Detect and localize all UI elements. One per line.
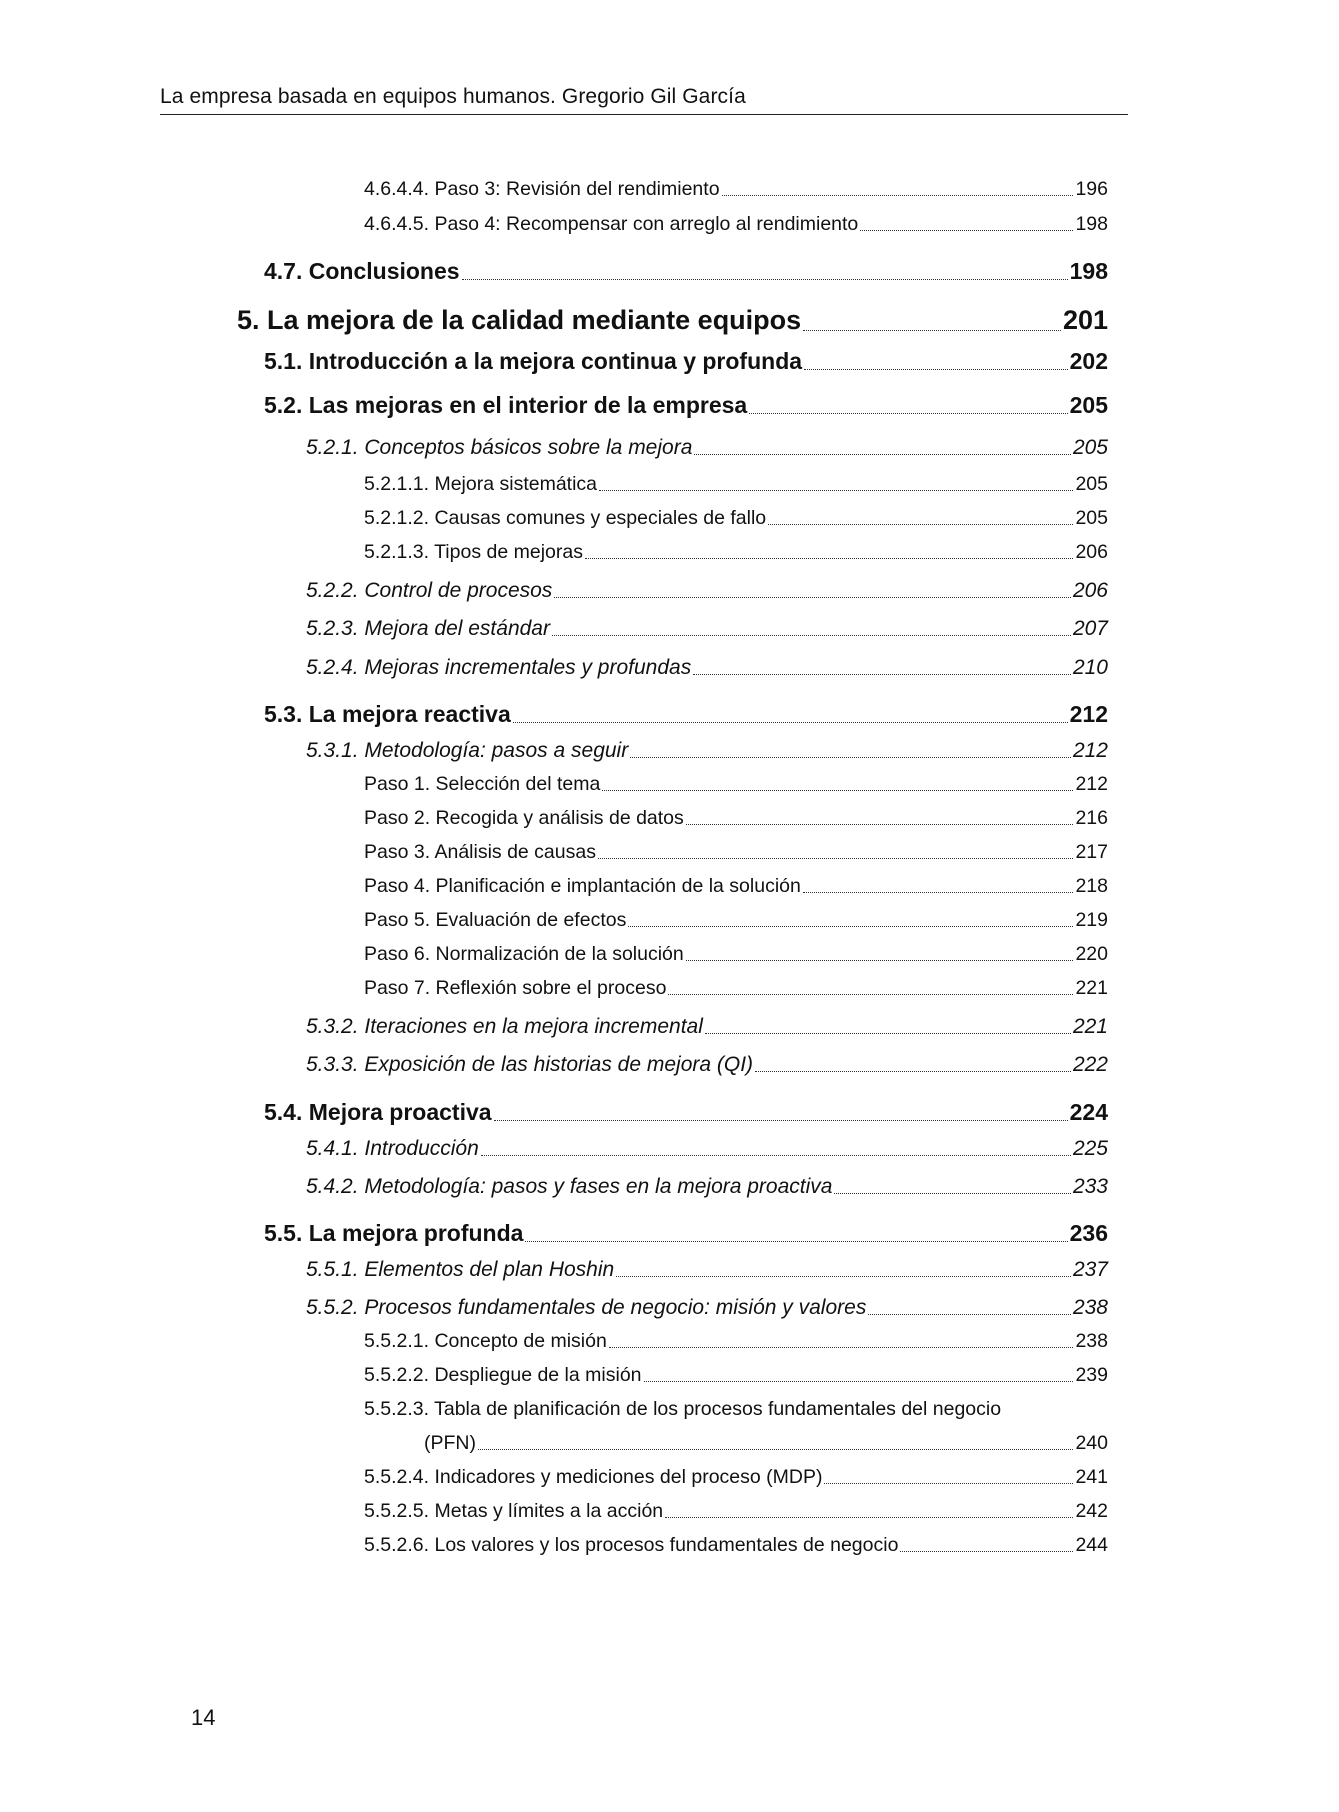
toc-entry-label: 5.2. Las mejoras en el interior de la empresa	[264, 392, 748, 418]
toc-entry-page: 217	[1075, 841, 1108, 863]
toc-entry-subsub[interactable]	[364, 909, 1108, 932]
dot-leader	[462, 278, 1068, 280]
toc-entry-label: 5.2.4. Mejoras incrementales y profundas	[306, 656, 692, 679]
dot-leader	[552, 634, 1071, 636]
toc-entry-page: 205	[1075, 507, 1108, 529]
toc-entry-label: 5. La mejora de la calidad mediante equipos	[237, 305, 802, 335]
toc-entry-label: 5.5.2.2. Despliegue de la misión	[364, 1364, 642, 1386]
toc-entry-subsub[interactable]	[364, 178, 1108, 201]
toc-entry-label: 4.7. Conclusiones	[264, 258, 460, 284]
toc-entry-section[interactable]	[264, 348, 1108, 375]
dot-leader	[686, 823, 1074, 825]
toc-entry-label: 5.5.2.5. Metas y límites a la acción	[364, 1500, 664, 1522]
dot-leader	[694, 453, 1071, 455]
toc-entry-wrapped: 5.5.2.3. Tabla de planificación de los procesos fundamentales del negocio	[364, 1398, 1002, 1420]
toc-entry-label: 5.5.1. Elementos del plan Hoshin	[306, 1258, 615, 1281]
toc-entry-page: 239	[1075, 1364, 1108, 1386]
toc-entry-section[interactable]	[264, 258, 1108, 285]
dot-leader	[693, 673, 1071, 675]
dot-leader	[665, 1516, 1073, 1518]
toc-entry-page: 212	[1072, 739, 1108, 762]
toc-entry-cont[interactable]	[424, 1432, 1108, 1455]
toc-entry-page: 219	[1075, 909, 1108, 931]
toc-entry-label: 5.4.2. Metodología: pasos y fases en la mejora proactiva	[306, 1175, 833, 1198]
toc-entry-label: Paso 6. Normalización de la solución	[364, 943, 684, 965]
toc-entry-subsub[interactable]	[364, 473, 1108, 496]
toc-entry-page: 238	[1072, 1296, 1108, 1319]
toc-entry-label: Paso 7. Reflexión sobre el proceso	[364, 977, 667, 999]
dot-leader	[804, 368, 1068, 370]
toc-entry-label: Paso 4. Planificación e implantación de la solución	[364, 875, 801, 897]
toc-entry-page: 206	[1075, 541, 1108, 563]
dot-leader	[755, 1070, 1071, 1072]
toc-entry-subsub[interactable]	[364, 807, 1108, 830]
toc-entry-page: 205	[1072, 436, 1108, 459]
toc-entry-label: 5.2.3. Mejora del estándar	[306, 617, 550, 640]
toc-entry-label: 5.2.1.1. Mejora sistemática	[364, 473, 598, 495]
toc-entry-label: (PFN)	[424, 1432, 476, 1454]
toc-entry-subsub[interactable]	[364, 1466, 1108, 1489]
toc-entry-label: 5.3.3. Exposición de las historias de mejora (QI)	[306, 1053, 754, 1076]
dot-leader	[834, 1192, 1070, 1194]
dot-leader	[598, 857, 1073, 859]
page-number: 14	[191, 1705, 216, 1730]
toc-entry-subsub[interactable]	[364, 1534, 1108, 1557]
toc-entry-page: 233	[1072, 1175, 1108, 1198]
dot-leader	[481, 1154, 1071, 1156]
toc-entry-label: 5.4.1. Introducción	[306, 1137, 479, 1160]
dot-leader	[494, 1119, 1068, 1121]
toc-entry-label: 5.1. Introducción a la mejora continua y profunda	[264, 348, 803, 374]
toc-entry-page: 220	[1075, 943, 1108, 965]
toc-entry-section[interactable]	[264, 1220, 1108, 1247]
toc-entry-page: 212	[1075, 773, 1108, 795]
toc-entry-subsub[interactable]	[364, 541, 1108, 564]
dot-leader	[602, 789, 1073, 791]
toc-entry-subsub[interactable]	[364, 1500, 1108, 1523]
dot-leader	[768, 523, 1073, 525]
dot-leader	[803, 329, 1061, 331]
toc-entry-sub[interactable]	[306, 1137, 1108, 1161]
toc-entry-sub[interactable]	[306, 1258, 1108, 1282]
toc-entry-page: 201	[1062, 305, 1108, 335]
toc-entry-label: Paso 5. Evaluación de efectos	[364, 909, 627, 931]
toc-entry-sub[interactable]	[306, 617, 1108, 641]
dot-leader	[860, 229, 1073, 231]
toc-entry-label: 5.2.2. Control de procesos	[306, 579, 553, 602]
toc-entry-label: 5.5.2. Procesos fundamentales de negocio: misión y valores	[306, 1296, 867, 1319]
toc-entry-page: 225	[1072, 1137, 1108, 1160]
dot-leader	[868, 1313, 1071, 1315]
dot-leader	[644, 1380, 1074, 1382]
toc-entry-page: 218	[1075, 875, 1108, 897]
toc-entry-sub[interactable]	[306, 436, 1108, 460]
dot-leader	[705, 1032, 1071, 1034]
toc-entry-label: Paso 1. Selección del tema	[364, 773, 601, 795]
toc-entry-page: 224	[1069, 1099, 1108, 1125]
toc-entry-sub[interactable]	[306, 739, 1108, 763]
toc-entry-sub[interactable]	[306, 1296, 1108, 1320]
dot-leader	[628, 925, 1073, 927]
toc-entry-label: 5.4. Mejora proactiva	[264, 1099, 492, 1125]
toc-entry-page: 198	[1069, 258, 1108, 284]
toc-entry-label: Paso 2. Recogida y análisis de datos	[364, 807, 684, 829]
toc-entry-label: 5.3.2. Iteraciones en la mejora incremental	[306, 1015, 703, 1038]
toc-entry-sub[interactable]	[306, 1053, 1108, 1077]
toc-entry-subsub[interactable]	[364, 977, 1108, 1000]
toc-entry-section[interactable]	[264, 701, 1108, 728]
dot-leader	[525, 1240, 1067, 1242]
toc-entry-subsub[interactable]	[364, 943, 1108, 966]
toc-entry-page: 244	[1075, 1534, 1108, 1556]
toc-entry-page: 205	[1075, 473, 1108, 495]
dot-leader	[585, 557, 1073, 559]
toc-entry-sub[interactable]	[306, 579, 1108, 603]
toc-entry-label: 5.5.2.4. Indicadores y mediciones del proceso (MDP)	[364, 1466, 823, 1488]
toc-entry-subsub[interactable]	[364, 875, 1108, 898]
toc-entry-page: 221	[1075, 977, 1108, 999]
toc-entry-subsub[interactable]	[364, 773, 1108, 796]
dot-leader	[630, 756, 1071, 758]
toc-entry-label: 5.5. La mejora profunda	[264, 1220, 524, 1246]
dot-leader	[749, 412, 1067, 414]
running-title: La empresa basada en equipos humanos. Gregorio Gil García	[160, 85, 746, 108]
toc-entry-label: 4.6.4.5. Paso 4: Recompensar con arreglo al rendimiento	[364, 213, 859, 235]
toc-entry-section[interactable]	[264, 1099, 1108, 1126]
toc-entry-page: 206	[1072, 579, 1108, 602]
toc-entry-subsub[interactable]	[364, 1364, 1108, 1387]
toc-entry-label: 5.5.2.1. Concepto de misión	[364, 1330, 607, 1352]
dot-leader	[722, 194, 1074, 196]
dot-leader	[616, 1275, 1071, 1277]
toc-entry-page: 212	[1069, 701, 1108, 727]
toc-entry-page: 236	[1069, 1220, 1108, 1246]
toc-entry-label: Paso 3. Análisis de causas	[364, 841, 596, 863]
dot-leader	[824, 1482, 1073, 1484]
dot-leader	[599, 489, 1073, 491]
toc-entry-page: 242	[1075, 1500, 1108, 1522]
toc-entry-sub[interactable]	[306, 1015, 1108, 1039]
toc-entry-page: 198	[1075, 213, 1108, 235]
toc-entry-page: 237	[1072, 1258, 1108, 1281]
toc-entry-label: 5.2.1. Conceptos básicos sobre la mejora	[306, 436, 693, 459]
dot-leader	[900, 1550, 1073, 1552]
dot-leader	[513, 721, 1068, 723]
toc-entry-page: 222	[1072, 1053, 1108, 1076]
toc-entry-page: 196	[1075, 178, 1108, 200]
toc-entry-label: 5.2.1.2. Causas comunes y especiales de fallo	[364, 507, 767, 529]
toc-entry-page: 205	[1069, 392, 1108, 418]
toc-entry-label: 5.5.2.6. Los valores y los procesos fundamentales de negocio	[364, 1534, 899, 1556]
toc-entry-sub[interactable]	[306, 656, 1108, 680]
toc-entry-page: 216	[1075, 807, 1108, 829]
toc-entry-label: 4.6.4.4. Paso 3: Revisión del rendimiento	[364, 178, 720, 200]
toc-entry-subsub[interactable]	[364, 841, 1108, 864]
dot-leader	[803, 891, 1074, 893]
toc-entry-subsub[interactable]	[364, 1330, 1108, 1353]
dot-leader	[686, 959, 1074, 961]
dot-leader	[554, 596, 1071, 598]
dot-leader	[668, 993, 1073, 995]
toc-entry-page: 202	[1069, 348, 1108, 374]
toc-entry-page: 207	[1072, 617, 1108, 640]
toc-entry-label: 5.3.1. Metodología: pasos a seguir	[306, 739, 629, 762]
toc-entry-label: 5.3. La mejora reactiva	[264, 701, 511, 727]
toc-entry-sub[interactable]	[306, 1175, 1108, 1199]
toc-entry-page: 238	[1075, 1330, 1108, 1352]
toc-entry-subsub[interactable]	[364, 213, 1108, 236]
dot-leader	[609, 1346, 1074, 1348]
toc-entry-subsub[interactable]	[364, 507, 1108, 530]
toc-entry-section[interactable]	[264, 392, 1108, 419]
toc-entry-label: 5.2.1.3. Tipos de mejoras	[364, 541, 583, 563]
toc-entry-page: 241	[1075, 1466, 1108, 1488]
toc-entry-page: 210	[1072, 656, 1108, 679]
toc-entry-page: 240	[1075, 1432, 1108, 1454]
dot-leader	[478, 1448, 1073, 1450]
toc-entry-chapter[interactable]	[237, 305, 1108, 336]
toc-entry-page: 221	[1072, 1015, 1108, 1038]
